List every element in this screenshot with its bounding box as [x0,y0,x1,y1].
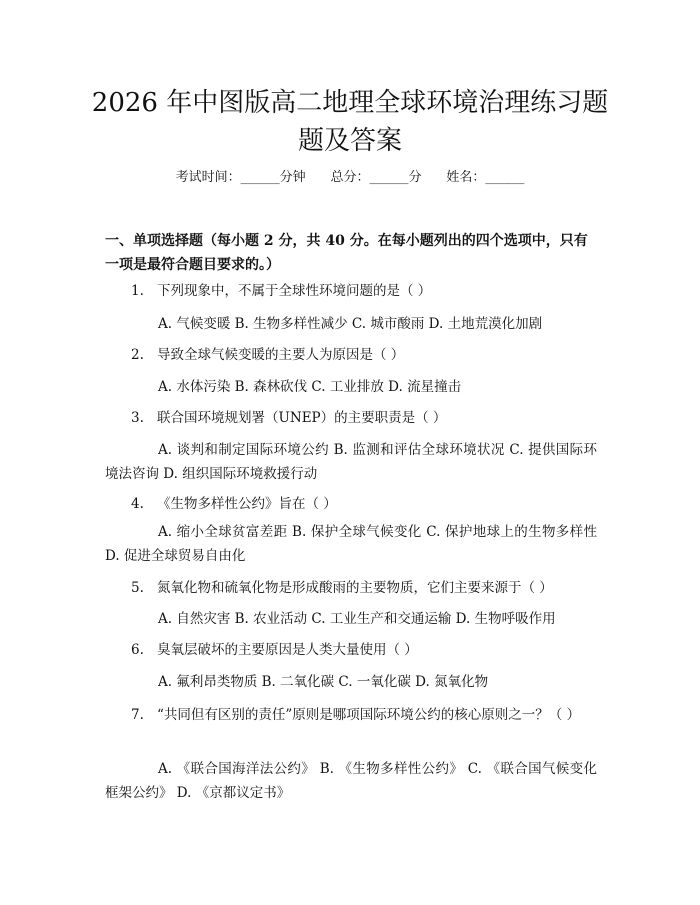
question-number: 3. [131,410,144,426]
name-blank: ______ [485,170,525,185]
time-blank: ______ [240,170,280,185]
question-options: A. 气候变暖 B. 生物多样性减少 C. 城市酸雨 D. 土地荒漠化加剧 [158,316,543,332]
question-options: A. 自然灾害 B. 农业活动 C. 工业生产和交通运输 D. 生物呼吸作用 [158,611,556,627]
question-text: 导致全球气候变暖的主要人为原因是（ ） [157,347,405,363]
question-number: 4. [131,496,144,512]
question-text: 氮氧化物和硫氧化物是形成酸雨的主要物质，它们主要来源于（ ） [157,580,553,596]
question-options: A. 缩小全球贫富差距 B. 保护全球气候变化 C. 保护地球上的生物多样性 D. 促进全球贸易自由化 [105,524,597,564]
question-options: A. 水体污染 B. 森林砍伐 C. 工业排放 D. 流星撞击 [158,379,462,395]
question-options: A. 谈判和制定国际环境公约 B. 监测和评估全球环境状况 C. 提供国际环境法咨询 D. 组织国际环境救援行动 [105,442,597,482]
question-number: 5. [131,580,144,596]
exam-meta [0,168,700,188]
time-label: 考试时间： [175,170,241,185]
section-heading: 一、单项选择题（每小题 2 分，共 40 分。在每小题列出的四个选项中，只有一项是最符合题目要求的。） [105,233,588,273]
question-stem [105,578,597,598]
question-options: A. 《联合国海洋法公约》 B. 《生物多样性公约》 C. 《联合国气候变化框架公约》 D. 《京都议定书》 [105,761,597,801]
score-unit: 分 [408,170,422,185]
question-number: 7. [131,707,144,723]
question-text: 联合国环境规划署（UNEP）的主要职责是（ ） [157,410,447,426]
score-label: 总分： [330,170,370,185]
question-text: 下列现象中，不属于全球性环境问题的是（ ） [157,283,432,299]
question-stem [105,704,597,726]
question-number: 6. [131,642,144,658]
page-title: 2026 年中图版高二地理全球环境治理练习题题及答案 [91,88,609,156]
question-options: A. 氟利昂类物质 B. 二氧化碳 C. 一氧化碳 D. 氮氧化物 [158,674,489,690]
question-number: 2. [131,347,144,363]
question-text: 《生物多样性公约》旨在（ ） [157,496,337,512]
score-blank: ______ [369,170,409,185]
question-stem [105,408,597,428]
question-stem [105,345,597,365]
name-label: 姓名： [446,170,486,185]
question-stem [105,640,597,660]
question-stem [105,281,597,301]
question-stem [105,494,597,514]
question-text: “共同但有区别的责任”原则是哪项国际环境公约的核心原则之一？（ ） [157,707,581,723]
time-unit: 分钟 [279,170,306,185]
question-number: 1. [131,283,144,299]
question-text: 臭氧层破坏的主要原因是人类大量使用（ ） [157,642,418,658]
